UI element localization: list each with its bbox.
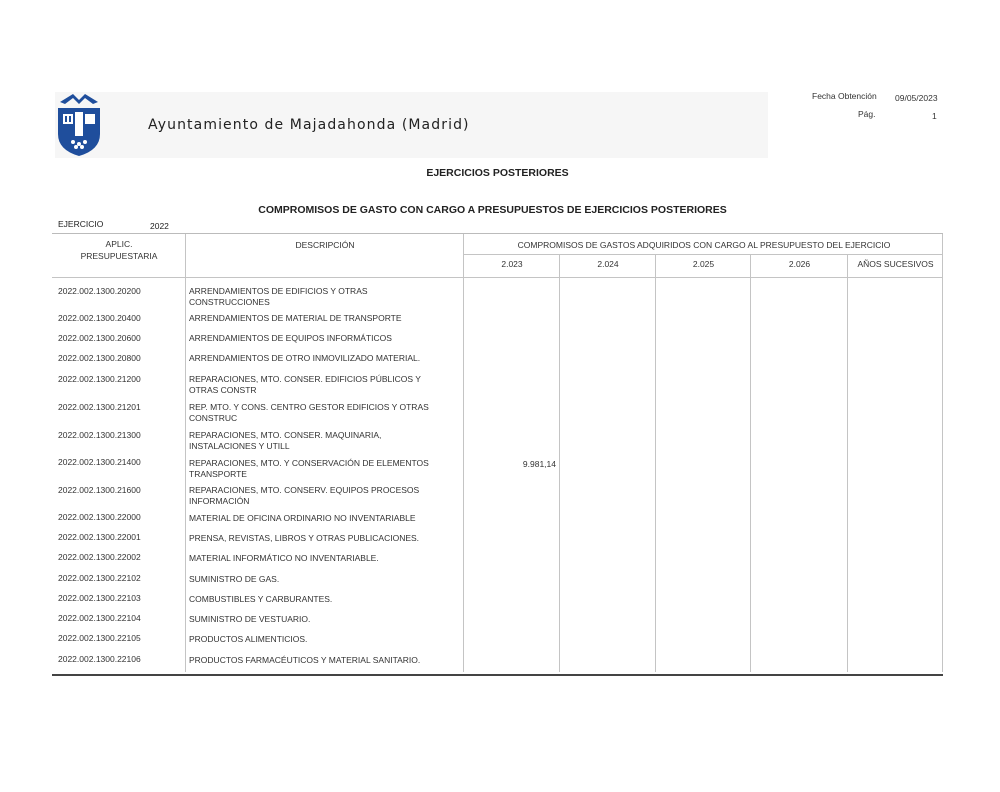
row-description: COMBUSTIBLES Y CARBURANTES. [189,594,333,604]
column-divider [847,254,848,672]
row-description: SUMINISTRO DE GAS. [189,574,280,584]
row-code: 2022.002.1300.22001 [58,532,141,542]
row-code: 2022.002.1300.22102 [58,573,141,583]
ejercicio-label: EJERCICIO [58,219,104,229]
row-description: REPARACIONES, MTO. CONSERV. EQUIPOS PROCESOS INFORMACIÓN [189,485,420,506]
row-code: 2022.002.1300.20600 [58,333,141,343]
row-code: 2022.002.1300.21600 [58,485,141,495]
column-divider [750,254,751,672]
row-code: 2022.002.1300.22103 [58,593,141,603]
row-description: SUMINISTRO DE VESTUARIO. [189,614,311,624]
row-code: 2022.002.1300.22104 [58,613,141,623]
col-year-2026: 2.026 [788,259,811,269]
row-description: PRODUCTOS ALIMENTICIOS. [189,634,308,644]
row-code: 2022.002.1300.20800 [58,353,141,363]
row-code: 2022.002.1300.21201 [58,402,141,412]
col-group-header: COMPROMISOS DE GASTOS ADQUIRIDOS CON CARGO AL PRESUPUESTO DEL EJERCICIO [517,240,891,250]
pagina-value: 1 [932,111,937,121]
row-description: ARRENDAMIENTOS DE EQUIPOS INFORMÁTICOS [189,333,392,343]
pagina-label: Pág. [858,109,876,119]
column-divider [942,234,943,672]
row-code: 2022.002.1300.22002 [58,552,141,562]
column-divider [463,234,464,672]
row-description: ARRENDAMIENTOS DE OTRO INMOVILIZADO MATERIAL. [189,353,421,363]
organization-name: Ayuntamiento de Majadahonda (Madrid) [148,117,470,133]
commitments-table [52,233,943,676]
row-description: ARRENDAMIENTOS DE MATERIAL DE TRANSPORTE [189,313,402,323]
row-description: PRENSA, REVISTAS, LIBROS Y OTRAS PUBLICACIONES. [189,533,420,543]
column-divider [655,254,656,672]
report-subtitle: COMPROMISOS DE GASTO CON CARGO A PRESUPUESTOS DE EJERCICIOS POSTERIORES [258,204,727,216]
col-year-2023: 2.023 [501,259,523,269]
col-aplic-header-2: PRESUPUESTARIA [80,251,158,261]
col-aplic-header: APLIC. [105,239,133,249]
col-years-sucesivos: AÑOS SUCESIVOS [857,259,934,269]
row-description: REPARACIONES, MTO. CONSER. EDIFICIOS PÚBLICOS Y OTRAS CONSTR [189,374,421,395]
row-amount-2023: 9.981,14 [522,459,556,469]
fecha-value: 09/05/2023 [895,93,938,103]
header-divider [52,277,943,278]
row-description: MATERIAL DE OFICINA ORDINARIO NO INVENTARIABLE [189,513,416,523]
column-divider [185,234,186,672]
fecha-label: Fecha Obtención [812,91,877,101]
row-code: 2022.002.1300.20400 [58,313,141,323]
row-description: REP. MTO. Y CONS. CENTRO GESTOR EDIFICIOS Y OTRAS CONSTRUC [189,402,429,423]
row-description: REPARACIONES, MTO. Y CONSERVACIÓN DE ELEMENTOS TRANSPORTE [189,458,429,479]
ejercicio-value: 2022 [150,221,169,231]
row-code: 2022.002.1300.21200 [58,374,141,384]
header-divider [463,254,943,255]
col-year-2024: 2.024 [597,259,619,269]
row-code: 2022.002.1300.21400 [58,457,141,467]
col-descripcion-header: DESCRIPCIÓN [295,240,355,250]
row-code: 2022.002.1300.21300 [58,430,141,440]
row-description: ARRENDAMIENTOS DE EDIFICIOS Y OTRAS CONSTRUCCIONES [189,286,368,307]
row-description: MATERIAL INFORMÁTICO NO INVENTARIABLE. [189,553,379,563]
row-code: 2022.002.1300.22105 [58,633,141,643]
row-description: REPARACIONES, MTO. CONSER. MAQUINARIA, INSTALACIONES Y UTILL [189,430,382,451]
page-title: EJERCICIOS POSTERIORES [426,167,569,179]
col-year-2025: 2.025 [692,259,715,269]
municipal-crest-icon [55,92,103,158]
column-divider [559,254,560,672]
row-code: 2022.002.1300.22000 [58,512,141,522]
row-code: 2022.002.1300.22106 [58,654,141,664]
row-code: 2022.002.1300.20200 [58,286,141,296]
row-description: PRODUCTOS FARMACÉUTICOS Y MATERIAL SANITARIO. [189,655,421,665]
